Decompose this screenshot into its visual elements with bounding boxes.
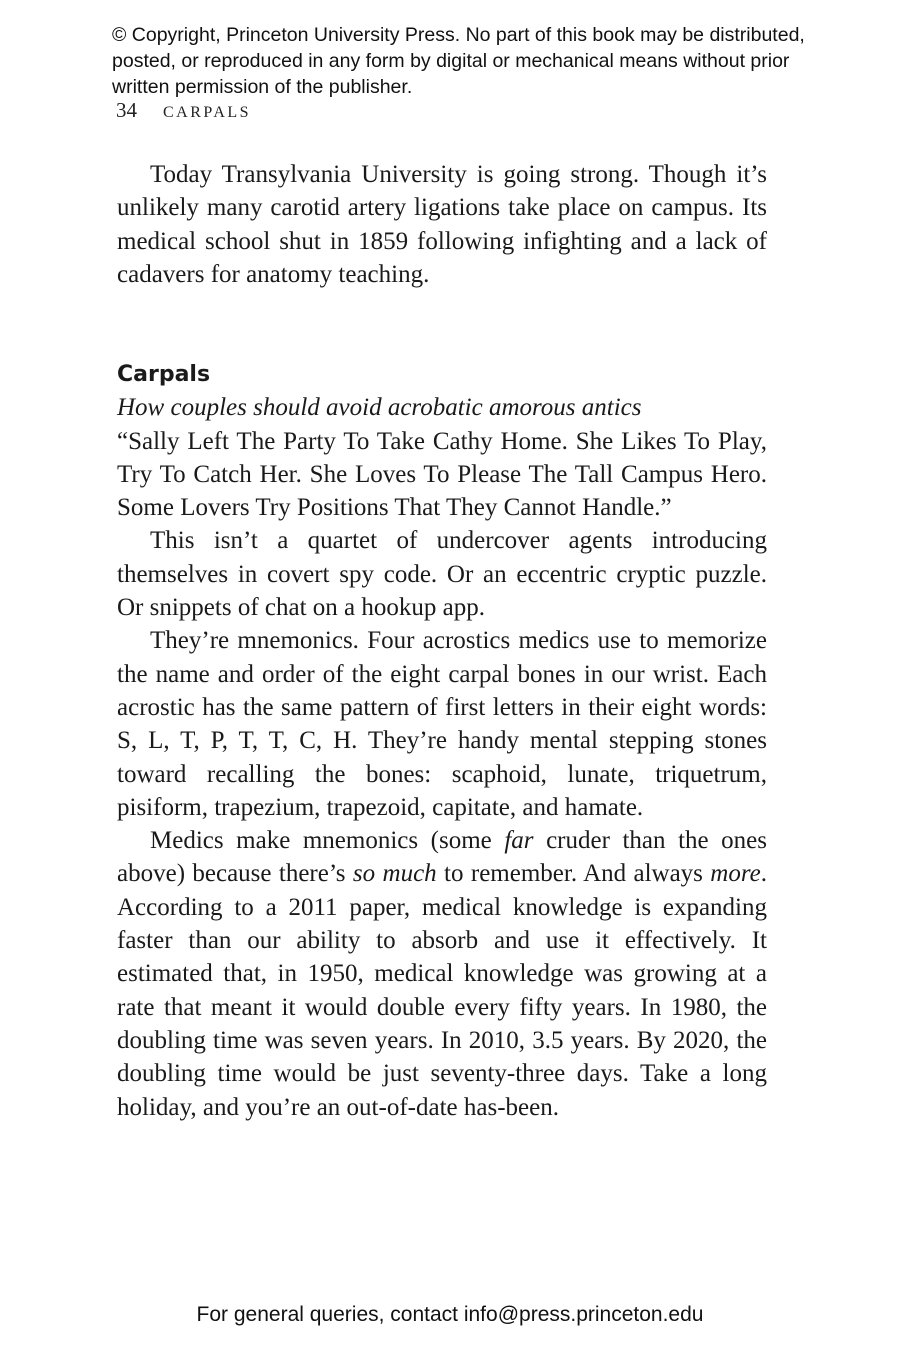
section-subtitle: How couples should avoid acrobatic amorous antics [117, 394, 642, 422]
mnemonic-quote-paragraph: “Sally Left The Party To Take Cathy Home. She Likes To Play, Try To Catch Her. She Loves To Please The Tall Campus Hero. Some Lovers Try Positions That They Cannot Handle.” [117, 427, 767, 522]
knowledge-text-1: Medics make mnemonics (some [150, 827, 505, 855]
knowledge-emphasis-far: far [504, 827, 534, 855]
section-heading: Carpals [117, 362, 211, 387]
knowledge-emphasis-so-much: so much [352, 860, 437, 888]
mnemonics-paragraph: They’re mnemonics. Four acrostics medics use to memorize the name and order of the eight carpal bones in our wrist. Each acrostic has the same pattern of first letters in their eight words: S, L, T, P, T, T, C, H. They’re handy mental stepping stones toward recalling the bones: scaphoid, lunate, triquetrum, pisiform, trapezium, trapezoid, capitate, and hamate. [117, 627, 767, 821]
medical-knowledge-paragraph [117, 824, 767, 1124]
running-head [116, 98, 251, 123]
page-number: 34 [116, 98, 137, 122]
intro-paragraph: Today Transylvania University is going strong. Though it’s unlikely many carotid artery ligations take place on campus. Its medical school shut in 1859 following infighting and a lack of cadavers for anatomy teaching. [117, 161, 767, 288]
copyright-notice: © Copyright, Princeton University Press. No part of this book may be distributed, posted, or reproduced in any form by digital or mechanical means without prior written permission of the publisher. [112, 24, 805, 98]
spy-code-paragraph: This isn’t a quartet of undercover agents introducing themselves in covert spy code. Or an eccentric cryptic puzzle. Or snippets of chat on a hookup app. [117, 527, 767, 622]
knowledge-text-2: cruder than the ones above) because there’s [117, 827, 767, 888]
footer-contact: For general queries, contact info@press.princeton.edu [196, 1303, 704, 1326]
carpals-section [117, 358, 767, 1124]
knowledge-emphasis-more: more [710, 860, 761, 888]
running-head-section: CARPALS [163, 104, 252, 121]
intro-text-block [117, 158, 767, 291]
knowledge-text-3: to remember. And always [436, 860, 711, 888]
knowledge-text-4: . According to a 2011 paper, medical knowledge is expanding faster than our ability to absorb and use it effectively. It estimated that, in 1950, medical knowledge was growing at a rate that meant it would double every fifty years. In 1980, the doubling time was seven years. In 2010, 3.5 years. By 2020, the doubling time would be just seventy-three days. Take a long holiday, and you’re an out-of-date has-been. [117, 860, 767, 1121]
